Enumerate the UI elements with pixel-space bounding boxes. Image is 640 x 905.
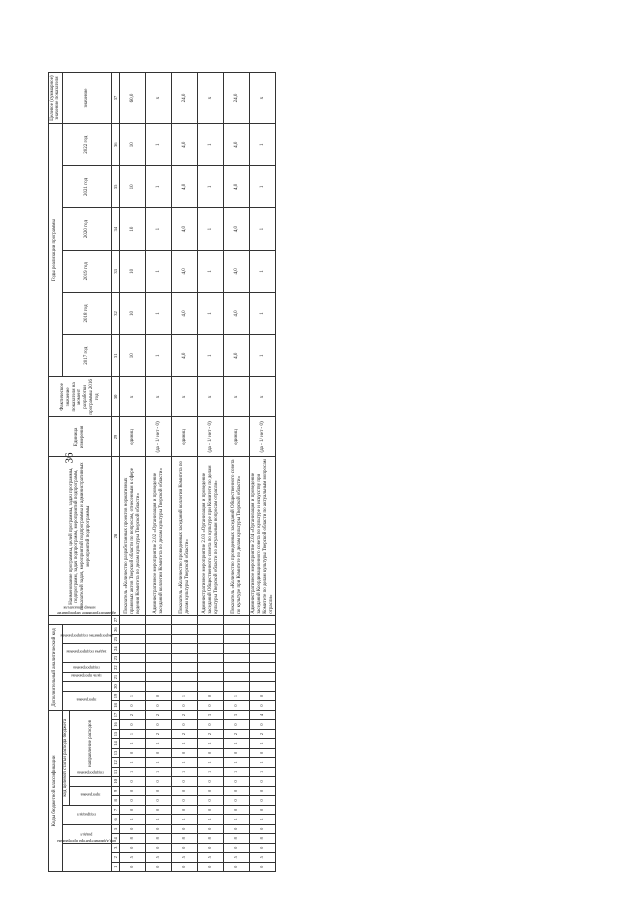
column-index-cell: 35 [112, 166, 120, 208]
column-index-cell: 10 [112, 777, 120, 786]
code-digit-cell [120, 634, 146, 643]
code-digit-cell: 0 [172, 701, 198, 710]
row-base-cell: х [146, 377, 172, 417]
column-index-cell: 12 [112, 758, 120, 767]
code-digit-cell [120, 663, 146, 672]
row-year-value-cell: 1 [250, 292, 276, 334]
program-indicators-sheet [48, 72, 408, 872]
code-digit-cell: 1 [224, 691, 250, 700]
header-admin: код администратора программы [62, 843, 112, 871]
code-digit-cell [250, 615, 276, 624]
code-digit-cell: 0 [224, 786, 250, 795]
row-year-value-cell: 1 [198, 292, 224, 334]
code-digit-cell: 0 [146, 691, 172, 700]
table-row [172, 73, 198, 872]
row-year-value-cell: 1 [146, 166, 172, 208]
row-target-cell: 60,0 [120, 73, 146, 124]
code-digit-cell [146, 615, 172, 624]
row-year-value-cell: 4,0 [224, 335, 250, 377]
row-unit-cell: (да - 1/ нет - 0) [146, 417, 172, 457]
code-digit-cell [120, 653, 146, 662]
row-target-cell: х [250, 73, 276, 124]
row-year-value-cell: 4,0 [224, 124, 250, 166]
row-year-value-cell: 4,0 [172, 208, 198, 250]
code-digit-cell: 0 [172, 720, 198, 729]
code-digit-cell: 2 [146, 729, 172, 738]
column-index-cell: 34 [112, 208, 120, 250]
code-digit-cell: 0 [172, 748, 198, 757]
row-year-value-cell: 1 [250, 124, 276, 166]
code-digit-cell: 0 [250, 843, 276, 852]
row-unit-cell: единиц [224, 417, 250, 457]
code-digit-cell: 1 [198, 739, 224, 748]
code-digit-cell: 2 [172, 710, 198, 719]
row-base-cell: х [120, 377, 146, 417]
row-year-value-cell: 1 [198, 335, 224, 377]
code-digit-cell [224, 672, 250, 681]
row-name-cell: Показатель «Количество проведенных заседаний коллегии Комитета по делам культуры Тверской области» [172, 457, 198, 615]
code-digit-cell [146, 653, 172, 662]
column-index-cell: 4 [112, 834, 120, 843]
row-year-value-cell: 1 [250, 250, 276, 292]
row-unit-cell: единиц [120, 417, 146, 457]
column-index-cell: 29 [112, 417, 120, 457]
column-index-cell: 13 [112, 748, 120, 757]
code-digit-cell: 0 [198, 805, 224, 814]
code-digit-cell [146, 644, 172, 653]
column-index-cell: 33 [112, 250, 120, 292]
row-year-value-cell: 4,0 [224, 166, 250, 208]
column-index-cell: 20 [112, 682, 120, 691]
code-digit-cell: 1 [250, 815, 276, 824]
code-digit-cell: 1 [146, 815, 172, 824]
code-digit-cell: 0 [172, 862, 198, 871]
code-digit-cell [172, 644, 198, 653]
row-name-cell: Показатель «Количество разработанных проектов нормативных правовых актов Тверской области по вопросам, отнесенным к сфере ведения Комитета по делам культуры Тверской области» [120, 457, 146, 615]
code-digit-cell [198, 634, 224, 643]
header-target-article: код целевой статьи расхода бюджета [62, 710, 70, 805]
code-digit-cell: 1 [120, 815, 146, 824]
page-number: 36 [63, 452, 76, 464]
row-year-value-cell: 1 [250, 166, 276, 208]
code-digit-cell: 0 [198, 691, 224, 700]
code-digit-cell: 0 [250, 691, 276, 700]
row-target-cell: х [198, 73, 224, 124]
code-digit-cell: 1 [250, 758, 276, 767]
row-year-value-cell: 10 [120, 250, 146, 292]
column-index-cell: 19 [112, 691, 120, 700]
row-name-cell: Административное мероприятие 2.03 «Организация и проведение заседаний Общественного совета по культуре при Комитете по делам культуры Тверской области по актуальным вопросам отрасли» [198, 457, 224, 615]
code-digit-cell: 8 [198, 834, 224, 843]
code-digit-cell: 1 [146, 767, 172, 776]
code-digit-cell: 0 [198, 824, 224, 833]
column-index-cell: 22 [112, 663, 120, 672]
row-base-cell: х [250, 377, 276, 417]
code-digit-cell: 0 [120, 796, 146, 805]
code-digit-cell: 0 [224, 824, 250, 833]
header-admin-measure: административное мероприятие [62, 625, 112, 644]
column-index-cell: 31 [112, 335, 120, 377]
row-base-cell: х [224, 377, 250, 417]
row-target-cell: х [146, 73, 172, 124]
code-digit-cell: 3 [224, 710, 250, 719]
header-y2021: 2021 год [62, 166, 112, 208]
header-target-group: Целевое (суммарное) значение показателя [49, 73, 63, 124]
code-digit-cell [120, 615, 146, 624]
table-row [198, 73, 224, 872]
row-year-value-cell: 10 [120, 166, 146, 208]
header-activity-group: Дополнительный аналитический код [49, 625, 63, 710]
column-index-cell: 17 [112, 710, 120, 719]
row-unit-cell: (да - 1/ нет - 0) [198, 417, 224, 457]
code-digit-cell: 2 [120, 710, 146, 719]
column-index-cell: 21 [112, 672, 120, 681]
code-digit-cell: 0 [120, 862, 146, 871]
row-year-value-cell: 10 [120, 208, 146, 250]
code-digit-cell: 0 [120, 720, 146, 729]
header-y2022: 2022 год [62, 124, 112, 166]
row-year-value-cell: 1 [250, 335, 276, 377]
table-row [146, 73, 172, 872]
code-digit-cell: 1 [172, 758, 198, 767]
code-digit-cell: 0 [198, 786, 224, 795]
code-digit-cell: 1 [120, 758, 146, 767]
code-digit-cell: 0 [120, 748, 146, 757]
code-digit-cell: 0 [146, 843, 172, 852]
code-digit-cell: 0 [250, 720, 276, 729]
code-digit-cell [224, 644, 250, 653]
row-year-value-cell: 4,0 [172, 292, 198, 334]
row-year-value-cell: 1 [146, 208, 172, 250]
code-digit-cell [224, 615, 250, 624]
column-index-cell: 24 [112, 644, 120, 653]
column-index-cell: 30 [112, 377, 120, 417]
code-digit-cell: 4 [250, 710, 276, 719]
code-digit-cell: 5 [120, 853, 146, 862]
code-digit-cell: 0 [120, 843, 146, 852]
code-digit-cell: 0 [146, 805, 172, 814]
code-digit-cell: 0 [198, 777, 224, 786]
code-digit-cell [146, 672, 172, 681]
column-index-row [112, 73, 120, 872]
code-digit-cell [198, 682, 224, 691]
row-year-value-cell: 1 [146, 124, 172, 166]
code-digit-cell: 1 [120, 739, 146, 748]
code-digit-cell: 5 [172, 853, 198, 862]
table-row [224, 73, 250, 872]
code-digit-cell: 0 [146, 862, 172, 871]
code-digit-cell: 8 [250, 834, 276, 843]
column-index-cell: 18 [112, 701, 120, 710]
row-base-cell: х [172, 377, 198, 417]
row-year-value-cell: 1 [198, 250, 224, 292]
code-digit-cell: 1 [120, 767, 146, 776]
code-digit-cell: 0 [172, 786, 198, 795]
header-base-year: Фактическое значение показателя на момент разработки программы 2016 год [49, 377, 112, 417]
code-digit-cell [172, 663, 198, 672]
code-digit-cell [198, 672, 224, 681]
code-digit-cell: 1 [120, 729, 146, 738]
column-index-cell: 16 [112, 720, 120, 729]
code-digit-cell: 8 [146, 834, 172, 843]
column-index-cell: 8 [112, 796, 120, 805]
row-base-cell: х [198, 377, 224, 417]
code-digit-cell [120, 644, 146, 653]
code-digit-cell: 1 [198, 815, 224, 824]
code-digit-cell [146, 663, 172, 672]
header-y2017: 2017 год [62, 335, 112, 377]
column-index-cell: 6 [112, 815, 120, 824]
header-indicator-num: номер показателя [49, 615, 112, 624]
code-digit-cell: 8 [172, 834, 198, 843]
code-digit-cell: 0 [250, 805, 276, 814]
column-index-cell: 14 [112, 739, 120, 748]
header-area: направление расходов [70, 710, 112, 776]
row-year-value-cell: 4,0 [224, 208, 250, 250]
code-digit-cell: 1 [224, 815, 250, 824]
code-digit-cell: 0 [250, 862, 276, 871]
code-digit-cell: 2 [172, 729, 198, 738]
column-index-cell: 26 [112, 625, 120, 635]
code-digit-cell: 8 [120, 834, 146, 843]
code-digit-cell: 0 [198, 748, 224, 757]
header-measure: мероприятие подпрограммы [62, 644, 112, 663]
code-digit-cell: 0 [146, 720, 172, 729]
code-digit-cell [146, 625, 172, 635]
code-digit-cell: 0 [120, 786, 146, 795]
code-digit-cell: 1 [172, 815, 198, 824]
code-digit-cell [250, 653, 276, 662]
code-digit-cell: 0 [172, 796, 198, 805]
code-digit-cell: 5 [198, 853, 224, 862]
code-digit-cell: 0 [146, 748, 172, 757]
code-digit-cell [250, 625, 276, 635]
row-year-value-cell: 4,0 [172, 124, 198, 166]
header-subsection: подраздел [62, 805, 112, 824]
code-digit-cell: 0 [172, 805, 198, 814]
code-digit-cell [250, 663, 276, 672]
column-index-cell: 27 [112, 615, 120, 624]
code-digit-cell: 1 [146, 758, 172, 767]
code-digit-cell: 1 [172, 767, 198, 776]
code-digit-cell: 1 [224, 739, 250, 748]
table-row [250, 73, 276, 872]
header-subprogram: подпрограмма [62, 672, 112, 681]
program-indicators-table [48, 72, 276, 872]
code-digit-cell [224, 663, 250, 672]
code-digit-cell [224, 625, 250, 635]
row-year-value-cell: 4,0 [224, 250, 250, 292]
code-digit-cell: 1 [224, 758, 250, 767]
code-digit-cell [120, 625, 146, 635]
row-year-value-cell: 1 [146, 335, 172, 377]
code-digit-cell: 3 [198, 710, 224, 719]
code-digit-cell [198, 625, 224, 635]
column-index-cell: 28 [112, 457, 120, 615]
row-target-cell: 24,0 [172, 73, 198, 124]
column-index-cell: 1 [112, 862, 120, 871]
code-digit-cell: 5 [224, 853, 250, 862]
header-program: программа [62, 691, 112, 710]
code-digit-cell: 0 [146, 777, 172, 786]
code-digit-cell: 0 [198, 701, 224, 710]
code-digit-cell [172, 682, 198, 691]
row-year-value-cell: 4,0 [172, 250, 198, 292]
code-digit-cell: 0 [224, 720, 250, 729]
column-index-cell: 9 [112, 786, 120, 795]
code-digit-cell: 0 [224, 748, 250, 757]
code-digit-cell [224, 653, 250, 662]
code-digit-cell: 8 [224, 834, 250, 843]
code-digit-cell: 0 [172, 777, 198, 786]
code-digit-cell: 0 [250, 777, 276, 786]
column-index-cell: 36 [112, 124, 120, 166]
row-unit-cell: (да - 1/ нет - 0) [250, 417, 276, 457]
header-goal: цель программы [62, 682, 112, 691]
code-digit-cell: 0 [146, 701, 172, 710]
code-digit-cell: 5 [250, 853, 276, 862]
code-digit-cell [224, 682, 250, 691]
code-digit-cell [250, 644, 276, 653]
code-digit-cell: 2 [224, 729, 250, 738]
code-digit-cell: 0 [146, 824, 172, 833]
row-year-value-cell: 10 [120, 124, 146, 166]
row-name-cell: Административное мероприятие 2.04 «Организация и проведение заседаний Координационного совета по культуре и искусству при Комитете по делам культуры Тверской области по актуальным вопросам отрасли» [250, 457, 276, 615]
code-digit-cell: 2 [250, 729, 276, 738]
column-index-cell: 2 [112, 853, 120, 862]
code-digit-cell: 0 [224, 805, 250, 814]
code-digit-cell [250, 682, 276, 691]
code-digit-cell: 0 [198, 720, 224, 729]
row-year-value-cell: 1 [146, 250, 172, 292]
header-program-code: программа [70, 786, 112, 805]
code-digit-cell: 0 [120, 824, 146, 833]
code-digit-cell: 1 [120, 691, 146, 700]
code-digit-cell: 0 [198, 843, 224, 852]
code-digit-cell: 0 [250, 701, 276, 710]
code-digit-cell: 0 [224, 843, 250, 852]
table-row [120, 73, 146, 872]
code-digit-cell: 0 [224, 777, 250, 786]
code-digit-cell [146, 682, 172, 691]
code-digit-cell [198, 644, 224, 653]
header-subprogram-code: подпрограмма [70, 777, 112, 786]
code-digit-cell: 2 [146, 710, 172, 719]
code-digit-cell [172, 634, 198, 643]
code-digit-cell: 1 [172, 691, 198, 700]
header-unit: Единица измерения [49, 417, 112, 457]
code-digit-cell [120, 672, 146, 681]
code-digit-cell [250, 672, 276, 681]
header-years-group: Годы реализации программы [49, 124, 63, 377]
code-digit-cell: 0 [224, 862, 250, 871]
header-section: раздел [62, 824, 112, 843]
code-digit-cell: 0 [250, 796, 276, 805]
header-codes-group: Коды бюджетной классификации [49, 710, 63, 871]
header-target-value: значение [62, 73, 112, 124]
code-digit-cell: 0 [250, 748, 276, 757]
header-y2020: 2020 год [62, 208, 112, 250]
code-digit-cell [198, 615, 224, 624]
column-index-cell: 11 [112, 767, 120, 776]
row-year-value-cell: 4,0 [172, 335, 198, 377]
row-year-value-cell: 1 [250, 208, 276, 250]
code-digit-cell [120, 682, 146, 691]
header-name: Наименование программы, целей программы, задач программы, подпрограмм, задач подпрограмм, мероприятий подпрограмм, показателей задач, мероприятий подпрограммы и административных мероприятий подпрограммы [49, 457, 112, 615]
code-digit-cell: 1 [224, 767, 250, 776]
code-digit-cell: 0 [146, 796, 172, 805]
code-digit-cell [172, 672, 198, 681]
row-year-value-cell: 10 [120, 292, 146, 334]
code-digit-cell [172, 615, 198, 624]
code-digit-cell [250, 634, 276, 643]
column-index-cell: 32 [112, 292, 120, 334]
row-year-value-cell: 1 [146, 292, 172, 334]
row-unit-cell: единиц [172, 417, 198, 457]
code-digit-cell: 1 [198, 758, 224, 767]
row-target-cell: 24,0 [224, 73, 250, 124]
code-digit-cell: 1 [172, 739, 198, 748]
code-digit-cell: 0 [250, 786, 276, 795]
column-index-cell: 25 [112, 634, 120, 643]
column-index-cell: 7 [112, 805, 120, 814]
column-index-cell: 15 [112, 729, 120, 738]
code-digit-cell [172, 625, 198, 635]
code-digit-cell [146, 634, 172, 643]
code-digit-cell: 0 [198, 796, 224, 805]
code-digit-cell: 0 [120, 805, 146, 814]
code-digit-cell: 0 [198, 862, 224, 871]
column-index-cell: 37 [112, 73, 120, 124]
code-digit-cell: 0 [224, 701, 250, 710]
code-digit-cell: 0 [120, 701, 146, 710]
code-digit-cell [172, 653, 198, 662]
header-task: задача подпрограммы [62, 663, 112, 672]
code-digit-cell: 5 [146, 853, 172, 862]
column-index-cell: 23 [112, 653, 120, 662]
header-y2018: 2018 год [62, 292, 112, 334]
row-year-value-cell: 1 [198, 166, 224, 208]
code-digit-cell: 0 [250, 824, 276, 833]
row-year-value-cell: 4,0 [172, 166, 198, 208]
code-digit-cell: 2 [198, 729, 224, 738]
code-digit-cell: 0 [172, 824, 198, 833]
code-digit-cell: 0 [146, 786, 172, 795]
row-year-value-cell: 1 [198, 208, 224, 250]
code-digit-cell: 1 [250, 739, 276, 748]
row-name-cell: Показатель «Количество проведенных заседаний Общественного совета по культуре при Комитете по делам культуры Тверской области» [224, 457, 250, 615]
code-digit-cell: 1 [250, 767, 276, 776]
code-digit-cell: 0 [224, 796, 250, 805]
row-year-value-cell: 10 [120, 335, 146, 377]
code-digit-cell: 0 [172, 843, 198, 852]
column-index-cell: 5 [112, 824, 120, 833]
header-y2019: 2019 год [62, 250, 112, 292]
code-digit-cell: 0 [120, 777, 146, 786]
row-year-value-cell: 4,0 [224, 292, 250, 334]
code-digit-cell: 1 [198, 767, 224, 776]
code-digit-cell [198, 653, 224, 662]
row-year-value-cell: 1 [198, 124, 224, 166]
code-digit-cell: 1 [146, 739, 172, 748]
code-digit-cell [198, 663, 224, 672]
column-index-cell: 3 [112, 843, 120, 852]
row-name-cell: Административное мероприятие 2.02 «Организация и проведение заседаний коллегии Комитета по делам культуры Тверской области» [146, 457, 172, 615]
code-digit-cell [224, 634, 250, 643]
